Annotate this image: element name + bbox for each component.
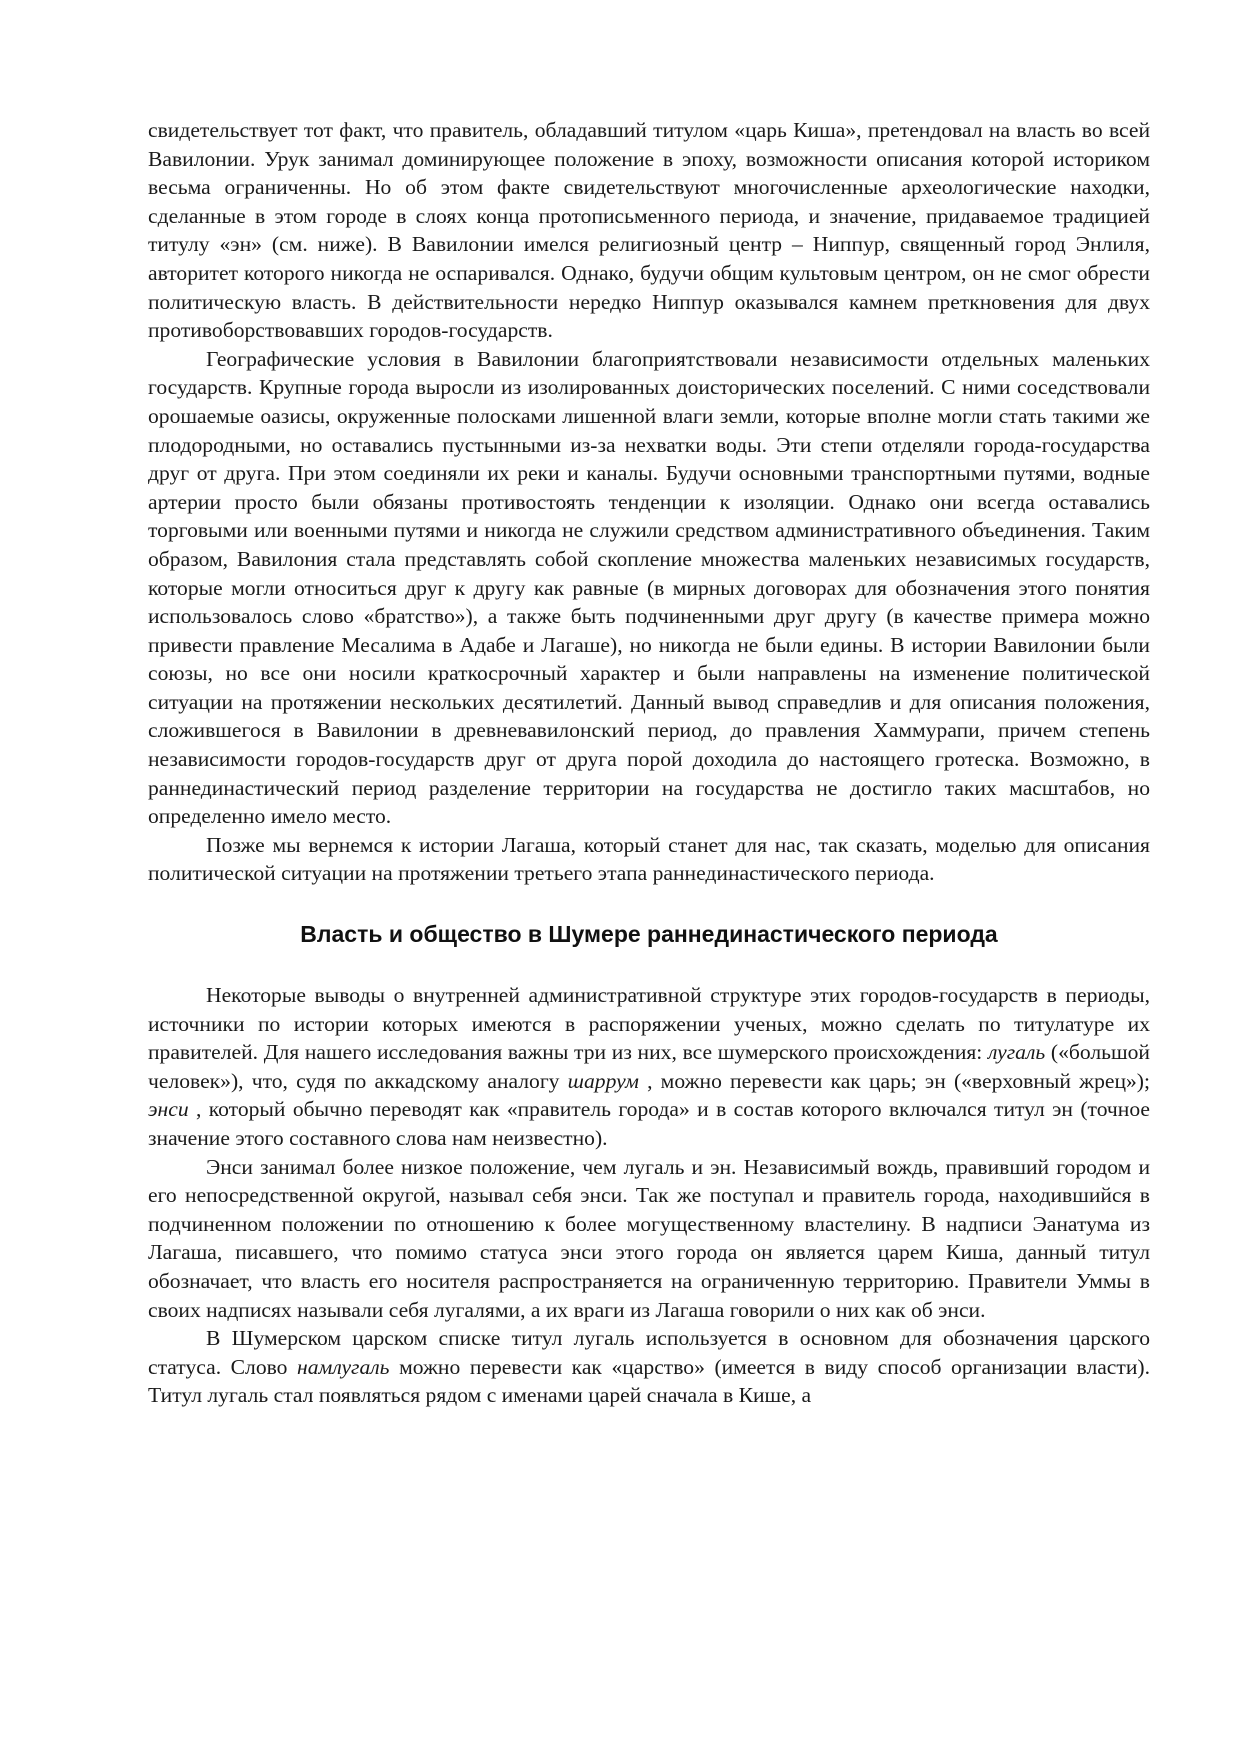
paragraph-4 bbox=[148, 981, 1150, 1153]
term-lugal: лугаль bbox=[988, 1040, 1046, 1065]
paragraph-5: Энси занимал более низкое положение, чем лугаль и эн. Независимый вождь, правивший городом и его непосредственной округой, называл себя энси. Так же поступал и правитель города, находившийся в подчиненном положении по отношению к более могущественному властелину. В надписи Эанатума из Лагаша, писавшего, что помимо статуса энси этого города он является царем Киша, данный титул обозначает, что власть его носителя распространяется на ограниченную территорию. Правители Уммы в своих надписях называли себя лугалями, а их враги из Лагаша говорили о них как об энси. bbox=[148, 1154, 1150, 1322]
paragraph-4-text-d: , который обычно переводят как «правитель города» и в состав которого включался титул эн (точное значение этого составного слова нам неизвестно). bbox=[148, 1097, 1150, 1150]
paragraph-4-text-b: («большой человек»), что, судя по аккадскому аналогу bbox=[148, 1040, 1150, 1093]
section-heading: Власть и общество в Шумере раннединастического периода bbox=[300, 921, 998, 948]
document-page bbox=[148, 116, 1150, 1410]
paragraph-3: Позже мы вернемся к истории Лагаша, который станет для нас, так сказать, моделью для описания политической ситуации на протяжении третьего этапа раннединастического периода. bbox=[148, 832, 1150, 886]
term-ensi: энси bbox=[148, 1097, 189, 1122]
paragraph-6-text-a: В Шумерском царском списке титул лугаль используется в основном для обозначения царского статуса. Слово bbox=[148, 1326, 1150, 1379]
term-namlugal: намлугаль bbox=[297, 1354, 390, 1379]
paragraph-4-text-c: , можно перевести как царь; эн («верховный жрец»); bbox=[638, 1068, 1151, 1093]
term-sharrum: шаррум bbox=[567, 1068, 639, 1093]
paragraph-2: Географические условия в Вавилонии благоприятствовали независимости отдельных маленьких государств. Крупные города выросли из изолированных доисторических поселений. С ними соседствовали орошаемые оазисы, окруженные полосками лишенной влаги земли, которые вполне могли стать такими же плодородными, но оставались пустынными из-за нехватки воды. Эти степи отделяли города-государства друг от друга. При этом соединяли их реки и каналы. Будучи основными транспортными путями, водные артерии просто были обязаны противостоять тенденции к изоляции. Однако они всегда оставались торговыми или военными путями и никогда не служили средством административного объединения. Таким образом, Вавилония стала представлять собой скопление множества маленьких независимых государств, которые могли относиться друг к другу как равные (в мирных договорах для обозначения этого понятия использовалось слово «братство»), а также быть подчиненными друг другу (в качестве примера можно привести правление Месалима в Адабе и Лагаше), но никогда не были едины. В истории Вавилонии были союзы, но все они носили краткосрочный характер и были направлены на изменение политической ситуации на протяжении нескольких десятилетий. Данный вывод справедлив и для описания положения, сложившегося в Вавилонии в древневавилонский период, до правления Хаммурапи, причем степень независимости городов-государств друг от друга порой доходила до настоящего гротеска. Возможно, в раннединастический период разделение территории на государства не достигло таких масштабов, но определенно имело место. bbox=[148, 346, 1150, 829]
paragraph-1: свидетельствует тот факт, что правитель, обладавший титулом «царь Киша», претендовал на власть во всей Вавилонии. Урук занимал доминирующее положение в эпоху, возможности описания которой историком весьма ограниченны. Но об этом факте свидетельствуют многочисленные археологические находки, сделанные в этом городе в слоях конца протописьменного периода, и значение, придаваемое традицией титулу «эн» (см. ниже). В Вавилонии имелся религиозный центр – Ниппур, священный город Энлиля, авторитет которого никогда не оспаривался. Однако, будучи общим культовым центром, он не смог обрести политическую власть. В действительности нередко Ниппур оказывался камнем преткновения для двух противоборствовавших городов-государств. bbox=[148, 118, 1150, 343]
paragraph-4-text-a: Некоторые выводы о внутренней административной структуре этих городов-государств в периоды, источники по истории которых имеются в распоряжении ученых, можно сделать по титулатуре их правителей. Для нашего исследования важны три из них, все шумерского происхождения: bbox=[148, 983, 1150, 1065]
paragraph-6 bbox=[148, 1324, 1150, 1410]
paragraph-6-text-b: можно перевести как «царство» (имеется в виду способ организации власти). Титул лугаль стал появляться рядом с именами царей сначала в Кише, а bbox=[148, 1354, 1150, 1408]
